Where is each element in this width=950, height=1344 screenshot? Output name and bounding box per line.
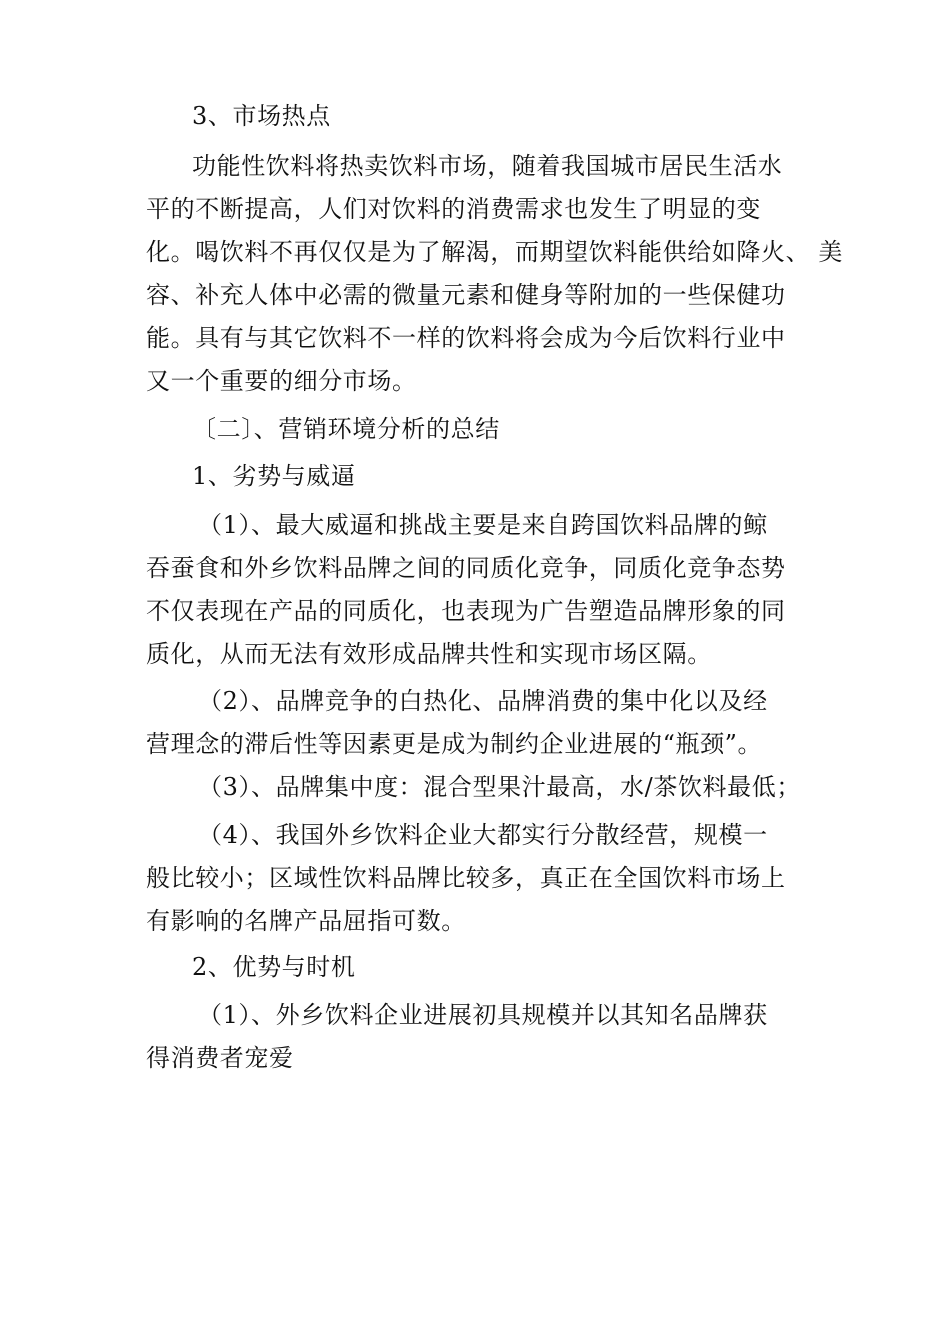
list-item-line: 营理念的滞后性等因素更是成为制约企业进展的“瓶颈”。 xyxy=(146,730,763,758)
list-item-line: 不仅表现在产品的同质化，也表现为广告塑造品牌形象的同 xyxy=(146,597,786,625)
list-item-line: 吞蚕食和外乡饮料品牌之间的同质化竞争，同质化竞争态势 xyxy=(146,554,786,582)
list-item-line: （1）、外乡饮料企业进展初具规模并以其知名品牌获 xyxy=(198,1001,768,1029)
list-item-line: （4）、我国外乡饮料企业大都实行分散经营，规模一 xyxy=(198,821,768,849)
paragraph-line: 功能性饮料将热卖饮料市场，随着我国城市居民生活水 xyxy=(192,152,783,180)
paragraph-line: 又一个重要的细分市场。 xyxy=(146,367,417,395)
subsection-heading-weakness: 1、劣势与威逼 xyxy=(192,462,356,490)
subsection-heading-strength: 2、优势与时机 xyxy=(192,953,356,981)
list-item-line: （3）、品牌集中度：混合型果汁最高，水/茶饮料最低； xyxy=(198,773,801,801)
list-item-line: 般比较小；区域性饮料品牌比较多，真正在全国饮料市场上 xyxy=(146,864,786,892)
list-item-line: 质化，从而无法有效形成品牌共性和实现市场区隔。 xyxy=(146,640,712,668)
list-item-line: （2）、品牌竞争的白热化、品牌消费的集中化以及经 xyxy=(198,687,768,715)
paragraph-line: 化。喝饮料不再仅仅是为了解渴，而期望饮料能供给如降火、 美 xyxy=(146,238,844,266)
paragraph-line: 能。具有与其它饮料不一样的饮料将会成为今后饮料行业中 xyxy=(146,324,786,352)
list-item-line: 得消费者宠爱 xyxy=(146,1044,294,1072)
list-item-line: 有影响的名牌产品屈指可数。 xyxy=(146,907,466,935)
paragraph-line: 平的不断提高，人们对饮料的消费需求也发生了明显的变 xyxy=(146,195,761,223)
section-heading-summary: 〔二〕、营销环境分析的总结 xyxy=(192,415,500,443)
paragraph-line: 容、补充人体中必需的微量元素和健身等附加的一些保健功 xyxy=(146,281,786,309)
list-item-line: （1）、最大威逼和挑战主要是来自跨国饮料品牌的鲸 xyxy=(198,511,768,539)
section-heading-market-hotspot: 3、市场热点 xyxy=(192,102,331,130)
